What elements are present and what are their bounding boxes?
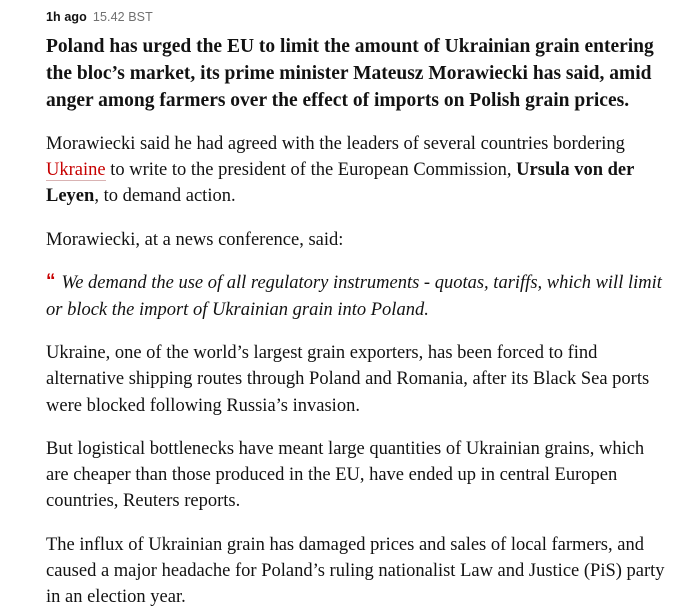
person-name-von-der-leyen: Ursula von der Leyen (46, 159, 634, 207)
pull-quote (46, 270, 671, 323)
relative-timestamp: 1h ago (46, 10, 87, 24)
paragraph-1-text-part-3: , to demand action. (94, 186, 236, 207)
ukraine-link[interactable]: Ukraine (46, 159, 106, 180)
paragraph-5: The influx of Ukrainian grain has damaged prices and sales of local farmers, and caused a major headache for Poland’s ruling nationalist Law and Justice (PiS) party in an election year. (46, 534, 665, 608)
paragraph-4: But logistical bottlenecks have meant large quantities of Ukrainian grains, which are cheaper than those produced in the EU, have ended up in central Europen countries, Reuters reports. (46, 438, 645, 512)
absolute-timestamp: 15.42 BST (92, 10, 153, 24)
post-meta (46, 10, 671, 25)
paragraph-1 (46, 131, 671, 210)
quote-mark-icon: “ (46, 270, 55, 292)
paragraph-1-text-part-2: to write to the president of the European Commission, (105, 159, 517, 180)
pull-quote-text: We demand the use of all regulatory instruments - quotas, tariffs, which will limit or block the import of Ukrainian grain into Poland. (46, 272, 662, 320)
paragraph-2: Morawiecki, at a news conference, said: (46, 229, 344, 250)
paragraph-1-text-part-1: Morawiecki said he had agreed with the leaders of several countries bordering (46, 133, 625, 154)
paragraph-3: Ukraine, one of the world’s largest grain exporters, has been forced to find alternative shipping routes through Poland and Romania, after its Black Sea ports were blocked following Russia’s invasion. (46, 343, 650, 416)
post-standfirst: Poland has urged the EU to limit the amount of Ukrainian grain entering the bloc’s market, its prime minister Mateusz Morawiecki has said, amid anger among farmers over the effect of imports on Polish grain prices. (46, 36, 654, 111)
